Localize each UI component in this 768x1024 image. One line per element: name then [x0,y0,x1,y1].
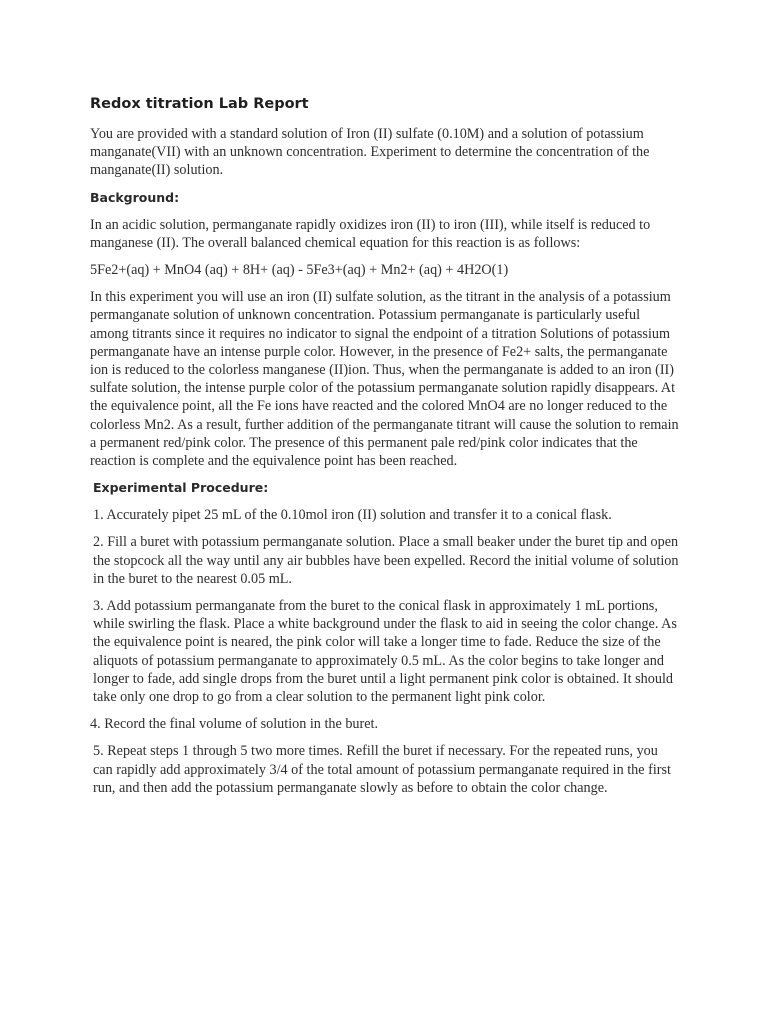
document-page [90,93,680,806]
procedure-step-2: 2. Fill a buret with potassium permanganate solution. Place a small beaker under the buret tip and open the stopcock all the way until any air bubbles have been expelled. Record the initial volume of solution in the buret to the nearest 0.05 mL. [93,534,679,587]
procedure-step-3: 3. Add potassium permanganate from the buret to the conical flask in approximately 1 mL portions, while swirling the flask. Place a white background under the flask to aid in seeing the color change. As the equivalence point is neared, the pink color will take a longer time to fade. Reduce the size of the aliquots of potassium permanganate to approximately 0.5 mL. As the color begins to take longer and longer to fade, add single drops from the buret until a light permanent pink color is obtained. It should take only one drop to go from a clear solution to the permanent light pink color. [93,598,677,706]
procedure-heading: Experimental Procedure: [93,480,269,496]
background-paragraph-1: In an acidic solution, permanganate rapidly oxidizes iron (II) to iron (III), while itself is reduced to manganese (II). The overall balanced chemical equation for this reaction is as follows: [90,216,651,251]
intro-paragraph: You are provided with a standard solution of Iron (II) sulfate (0.10M) and a solution of potassium manganate(VII) with an unknown concentration. Experiment to determine the concentration of the manganate(II) solution. [90,126,650,179]
background-paragraph-2: In this experiment you will use an iron (II) sulfate solution, as the titrant in the analysis of a potassium permanganate solution of unknown concentration. Potassium permanganate is particularly useful among titrants since it requires no indicator to signal the endpoint of a titration Solutions of potassium permanganate have an intense purple color. However, in the presence of Fe2+ salts, the permanganate ion is reduced to the colorless manganese (II)ion. Thus, when the permanganate is added to an iron (II) sulfate solution, the intense purple color of the potassium permanganate solution rapidly disappears. At the equivalence point, all the Fe ions have reacted and the colored MnO4 are no longer reduced to the colorless Mn2. As a result, further addition of the permanganate titrant will cause the solution to remain a permanent red/pink color. The presence of this permanent pale red/pink color indicates that the reaction is complete and the equivalence point has been reached. [90,289,679,470]
background-heading: Background: [90,189,180,205]
procedure-step-1: 1. Accurately pipet 25 mL of the 0.10mol iron (II) solution and transfer it to a conical flask. [93,507,612,524]
procedure-step-4: 4. Record the final volume of solution in the buret. [90,716,379,733]
document-title: Redox titration Lab Report [90,96,309,112]
procedure-step-5: 5. Repeat steps 1 through 5 two more times. Refill the buret if necessary. For the repeated runs, you can rapidly add approximately 3/4 of the total amount of potassium permanganate required in the first run, and then add the potassium permanganate slowly as before to obtain the color change. [93,743,671,796]
chemical-equation: 5Fe2+(aq) + MnO4 (aq) + 8H+ (aq) - 5Fe3+(aq) + Mn2+ (aq) + 4H2O(1) [90,262,509,279]
